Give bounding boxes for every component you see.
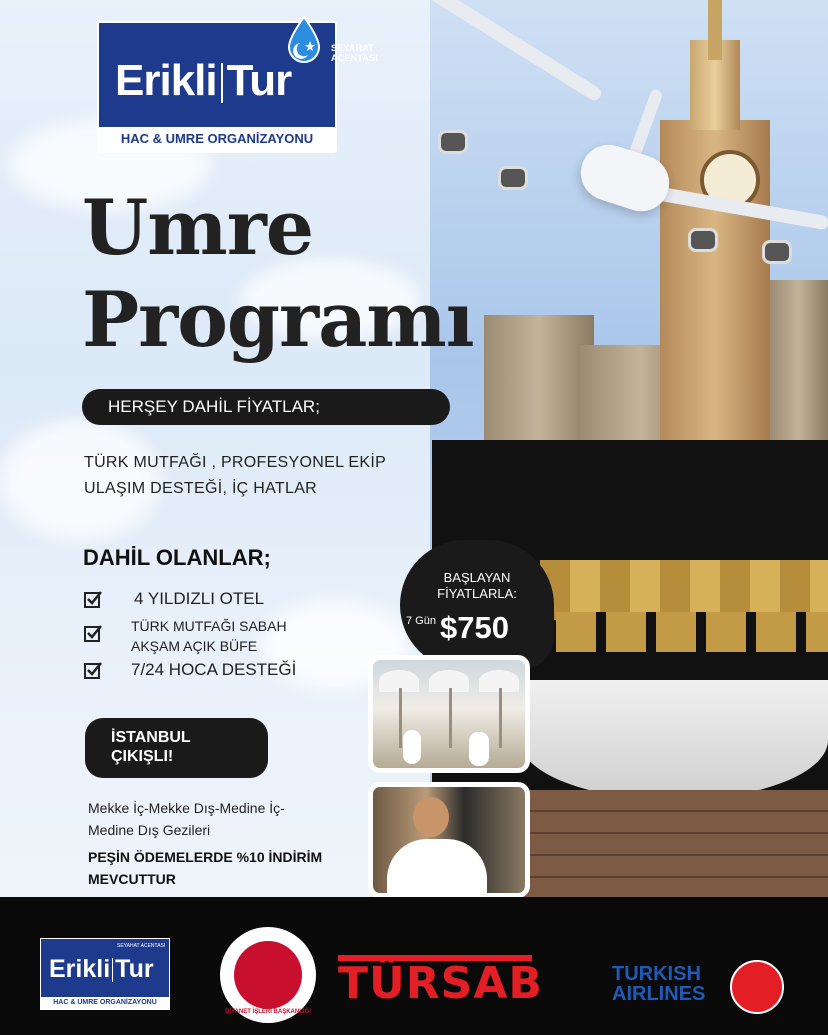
brand-logo [97,21,378,153]
discount-text [88,846,358,890]
footer-logo-divider [112,958,113,982]
footer-logo-name-left: Erikli [49,955,111,983]
pillar-shape [499,688,502,748]
included-item: 7/24 HOCA DESTEĞİ [131,660,297,679]
logo-tagline: SEYAHAT ACENTASI [331,43,378,63]
medina-courtyard-photo [368,655,530,773]
price-badge [400,540,554,670]
price-label [400,570,554,602]
plane-engine [762,240,792,264]
tursab-logo: TÜRSAB [338,958,543,1009]
title-line-1: Umre [82,183,314,272]
footer-logo-subtitle: HAC & UMRE ORGANİZAYONU [41,997,169,1009]
discount-line: PEŞİN ÖDEMELERDE %10 İNDİRİM [88,849,323,865]
diyanet-seal-logo [220,927,316,1023]
turkish-airlines-logo [612,964,705,1004]
seal-text: DİYANET İŞLERİ BAŞKANLIĞI [225,1009,311,1015]
tower-spire [708,0,722,60]
white-drape [520,680,828,800]
price-value: $750 [440,610,509,645]
airline-line: TURKISH [612,963,701,985]
price-days: 7 Gün [406,615,436,627]
checkbox-icon [84,661,102,679]
pilgrim-shape [403,730,421,764]
pillar-shape [399,688,402,748]
plane-engine [438,130,468,154]
plane-engine [688,228,718,252]
footer-logo-name [49,955,154,984]
pillar-shape [449,688,452,748]
logo-name [115,56,291,106]
kiswah-gold-band [540,560,828,620]
title-line-2: Programı [82,275,474,364]
checkbox-icon [84,590,102,608]
price-label-line: FİYATLARLA: [437,586,517,601]
logo-name-right: Tur [226,56,292,105]
ihram-shape [387,839,487,898]
all-inclusive-banner: HERŞEY DAHİL FİYATLAR; [82,389,450,425]
departure-badge [85,718,268,778]
departure-line: ÇIKIŞLI! [111,748,174,765]
departure-line: İSTANBUL [111,729,191,746]
airline-line: AIRLINES [612,983,706,1005]
plane-engine [498,166,528,190]
logo-divider [221,63,223,103]
pilgrim-head-shape [413,797,449,837]
included-item [131,616,287,656]
included-item: 4 YILDIZLI OTEL [134,589,265,608]
included-heading: DAHİL OLANLAR; [83,545,271,570]
tours-line: Mekke İç-Mekke Dış-Medine İç- [88,800,285,816]
turkish-airlines-emblem-icon [730,960,784,1014]
logo-subtitle: HAC & UMRE ORGANİZAYONU [99,127,335,151]
price-label-line: BAŞLAYAN [443,570,511,585]
pilgrim-shape [469,732,489,766]
stone-base [520,790,828,900]
features-line: ULAŞIM DESTEĞİ, İÇ HATLAR [84,480,318,497]
tours-line: Medine Dış Gezileri [88,822,211,838]
checkbox-icon [84,624,102,642]
features-text [84,450,386,502]
footer-logo-name-right: Tur [115,955,154,983]
logo-name-left: Erikli [115,56,217,105]
footer-logo-tagline: SEYAHAT ACENTASI [117,943,166,949]
discount-line: MEVCUTTUR [88,871,176,887]
kiswah-gold-panels [556,612,828,652]
included-item-line: AKŞAM AÇIK BÜFE [131,638,258,654]
footer-brand-logo [40,938,170,1010]
features-line: TÜRK MUTFAĞI , PROFESYONEL EKİP [84,454,387,471]
praying-pilgrim-photo [368,782,530,898]
included-item-line: TÜRK MUTFAĞI SABAH [131,618,287,634]
seal-emblem [234,941,302,1009]
tours-text [88,797,348,841]
